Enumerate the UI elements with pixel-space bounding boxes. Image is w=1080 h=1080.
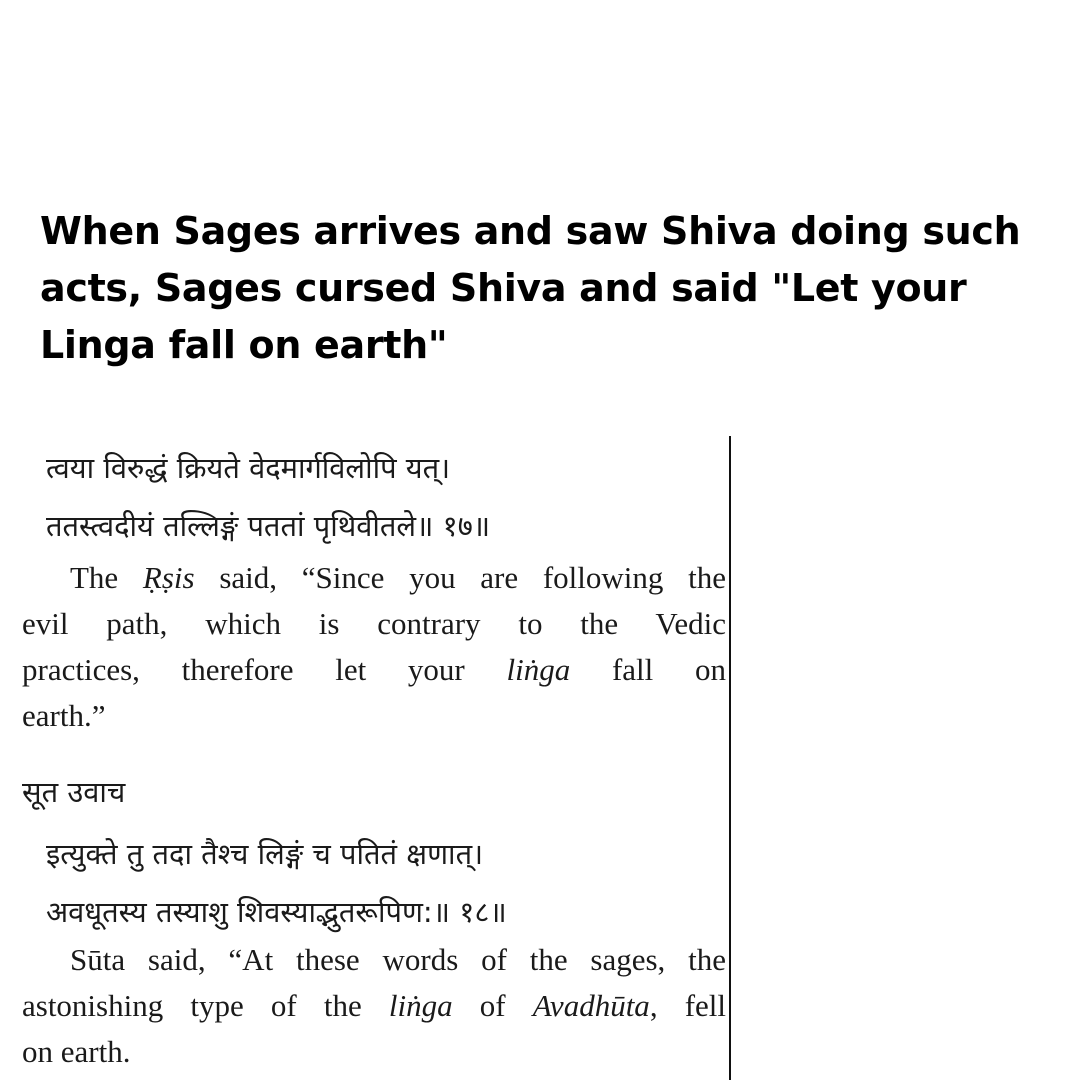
translation-18-line-3: on earth. (22, 1034, 131, 1069)
verse-18-line-1: इत्युक्ते तु तदा तैश्च लिङ्गं च पतितं क्षणात्। (46, 837, 484, 871)
translation-17-line-4: earth.” (22, 698, 106, 733)
verse-17-line-2: ततस्त्वदीयं तल्लिङ्गं पततां पृथिवीतले॥ १७॥ (46, 509, 491, 543)
translation-18-line-2: astonishing type of the liṅga of Avadhūta, fell (22, 988, 727, 1023)
speaker-heading: सूत उवाच (22, 775, 126, 809)
translation-18-line-1: Sūta said, “At these words of the sages, the (70, 942, 726, 977)
verse-17-line-1: त्वया विरुद्धं क्रियते वेदमार्गविलोपि यत्। (46, 451, 451, 485)
translation-17-line-2: evil path, which is contrary to the Vedic (22, 606, 726, 641)
verse-18-line-2: अवधूतस्य तस्याशु शिवस्याद्भुतरूपिण:॥ १८॥ (46, 895, 507, 929)
column-divider (729, 436, 731, 1080)
translation-17-line-3: practices, therefore let your liṅga fall on (22, 652, 727, 687)
translation-17-line-1: The Ṛṣis said, “Since you are following the (70, 560, 726, 595)
scripture-scan (0, 430, 1080, 1080)
headline: When Sages arrives and saw Shiva doing such acts, Sages cursed Shiva and said "Let your Linga fall on earth" (40, 209, 1021, 367)
